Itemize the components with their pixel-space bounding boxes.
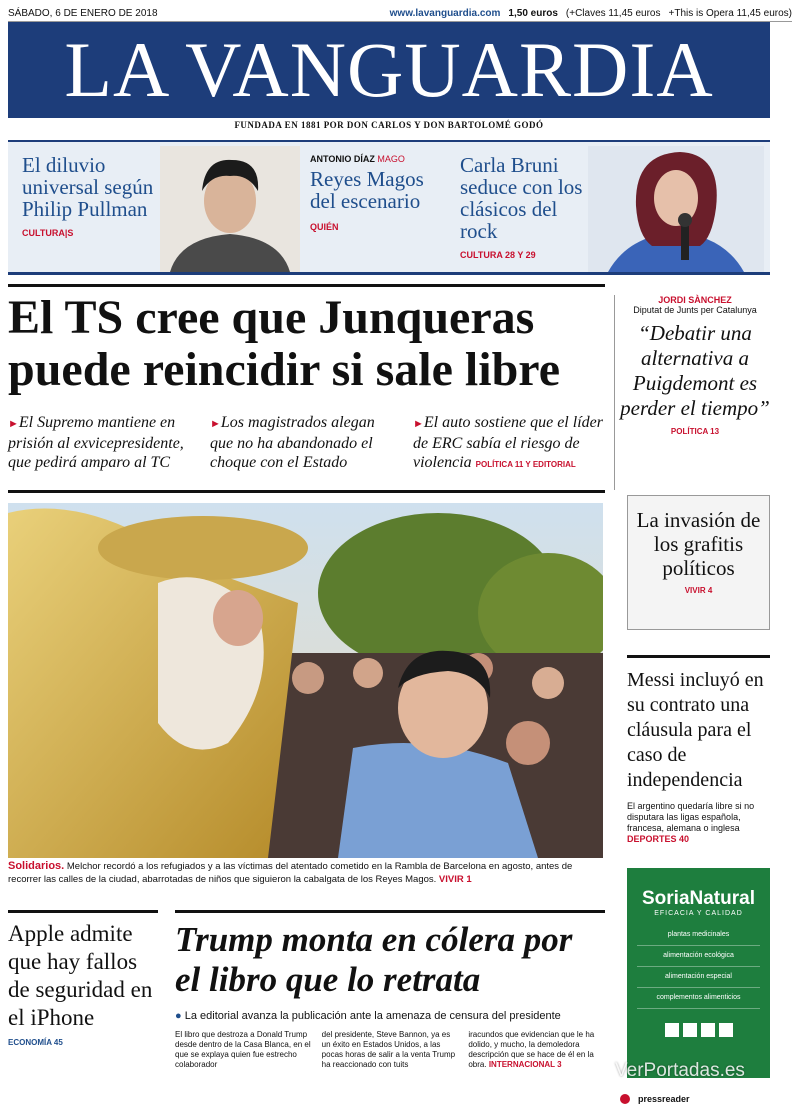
divider: [175, 910, 605, 913]
section-tag[interactable]: VIVIR 1: [438, 874, 472, 885]
teaser-reyes-magos[interactable]: [310, 154, 450, 232]
teaser-title: Carla Bruni seduce con los clásicos del rock: [460, 153, 583, 243]
footer: [620, 1088, 790, 1110]
teaser-title: Reyes Magos del escenario: [310, 167, 424, 213]
top-strip: [8, 6, 792, 22]
carla-bruni-photo: [588, 146, 764, 272]
grafitis-box[interactable]: [627, 495, 770, 630]
social-icons: [627, 1023, 770, 1037]
photo-caption: [8, 860, 603, 886]
messi-story[interactable]: [627, 668, 770, 845]
soria-natural-ad[interactable]: [627, 868, 770, 1078]
caption-text: Melchor recordó a los refugiados y a las víctimas del atentado cometido en la Rambla de Barcelona en agosto, antes de recorrer las calles de la ciudad, abarrotadas de niños que siguieron la cabalgata de los Reyes Magos.: [8, 861, 573, 885]
lead-bullet-1: ►El Supremo mantiene en prisión al exvicepresidente, que pedirá amparo al TC: [8, 414, 184, 471]
divider: [8, 490, 605, 493]
teaser-title: El diluvio universal según Philip Pullman: [22, 153, 154, 221]
quote-text: “Debatir una alternativa a Puigdemont es perder el tiempo”: [620, 321, 770, 420]
section-tag: INTERNACIONAL 3: [488, 1060, 562, 1069]
pressreader-icon: [620, 1094, 630, 1104]
messi-title: Messi incluyó en su contrato una cláusula para el caso de independencia: [627, 669, 764, 791]
issue-date: SÁBADO, 6 DE ENERO DE 2018: [8, 8, 158, 19]
teaser-kicker-role: MAGO: [377, 154, 405, 164]
trump-col-1: El libro que destroza a Donald Trump desde dentro de la Casa Blanca, en el que se explaya quien fue estrecho colaborador: [175, 1030, 311, 1069]
supplement-price-2: +This is Opera 11,45 euros): [668, 8, 792, 19]
ad-subtitle: EFICACIA Y CALIDAD: [654, 910, 743, 917]
section-tag: ECONOMÍA 45: [8, 1038, 63, 1047]
quote-author: JORDI SÀNCHEZ: [658, 295, 732, 305]
pressreader-label[interactable]: pressreader: [638, 1094, 690, 1104]
ad-item: alimentación especial: [637, 967, 760, 988]
divider: [627, 655, 770, 658]
instagram-icon: [719, 1023, 733, 1037]
divider: [8, 284, 605, 287]
youtube-icon: [701, 1023, 715, 1037]
section-tag: VIVIR 4: [684, 586, 713, 595]
apple-story[interactable]: [8, 920, 158, 1047]
grafitis-title: La invasión de los grafitis políticos: [636, 508, 761, 580]
ad-brand: SoriaNatural: [642, 888, 755, 909]
trump-col-3: iracundos que evidencian que le ha dolido, y mucho, la demoledora descripción que se hace de él en la obra.: [468, 1030, 595, 1069]
teaser-tag: QUIÉN: [310, 222, 339, 232]
lead-bullet-2: ►Los magistrados alegan que no ha abandonado el choque con el Estado: [210, 414, 375, 471]
website-link[interactable]: www.lavanguardia.com: [389, 8, 501, 19]
founded-line: FUNDADA EN 1881 POR DON CARLOS Y DON BARTOLOMÉ GODÓ: [234, 120, 544, 130]
teaser-tag: CULTURA 28 Y 29: [460, 250, 536, 260]
ad-item: complementos alimenticios: [637, 988, 760, 1009]
teaser-kicker-name: ANTONIO DÍAZ: [310, 154, 375, 164]
newspaper-logo: LA VANGUARDIA: [64, 26, 714, 113]
price: 1,50 euros: [508, 8, 558, 19]
lead-headline[interactable]: El TS cree que Junqueras puede reincidir si sale libre: [8, 291, 561, 396]
trump-title: Trump monta en cólera por el libro que lo retrata: [175, 920, 573, 999]
caption-lead: Solidarios.: [8, 860, 65, 872]
teaser-carla-bruni[interactable]: [460, 154, 590, 260]
arrow-right-icon: ►: [210, 418, 221, 430]
supplement-price-1: (+Claves 11,45 euros: [565, 8, 661, 19]
teaser-bar: [8, 140, 770, 275]
twitter-icon: [683, 1023, 697, 1037]
antonio-diaz-photo: [160, 146, 300, 272]
apple-title: Apple admite que hay fallos de seguridad en el iPhone: [8, 921, 153, 1030]
ad-item: alimentación ecológica: [637, 946, 760, 967]
bullet-icon: ●: [175, 1010, 182, 1022]
ad-item: plantas medicinales: [637, 925, 760, 946]
jordi-sanchez-quote[interactable]: [620, 295, 770, 436]
trump-subtitle: La editorial avanza la publicación ante la amenaza de censura del presidente: [184, 1010, 561, 1022]
divider: [8, 910, 158, 913]
quote-author-role: Diputat de Junts per Catalunya: [633, 305, 757, 315]
trump-col-2: del presidente, Steve Bannon, ya es un éxito en Estados Unidos, a las pocas horas de salir a la venta Trump ha reaccionado con tuits: [321, 1030, 456, 1069]
masthead: [8, 22, 770, 118]
messi-body: El argentino quedaría libre si no disputara las ligas española, francesa, alemana o inglesa: [627, 801, 755, 833]
teaser-pullman[interactable]: [22, 154, 162, 238]
section-tag[interactable]: POLÍTICA 11 Y EDITORIAL: [475, 460, 576, 469]
arrow-right-icon: ►: [413, 418, 424, 430]
cabalgata-photo: [8, 503, 603, 858]
arrow-right-icon: ►: [8, 418, 19, 430]
watermark: VerPortadas.es: [615, 1060, 745, 1081]
column-divider: [614, 295, 615, 490]
lead-bullet-3: ►El auto sostiene que el líder de ERC sabía el riesgo de violencia POLÍTICA 11 Y EDITORIAL: [413, 414, 603, 471]
teaser-tag: CULTURA|S: [22, 228, 74, 238]
section-tag: DEPORTES 40: [627, 834, 690, 844]
facebook-icon: [665, 1023, 679, 1037]
section-tag: POLÍTICA 13: [670, 427, 720, 436]
trump-story[interactable]: [175, 920, 605, 1070]
